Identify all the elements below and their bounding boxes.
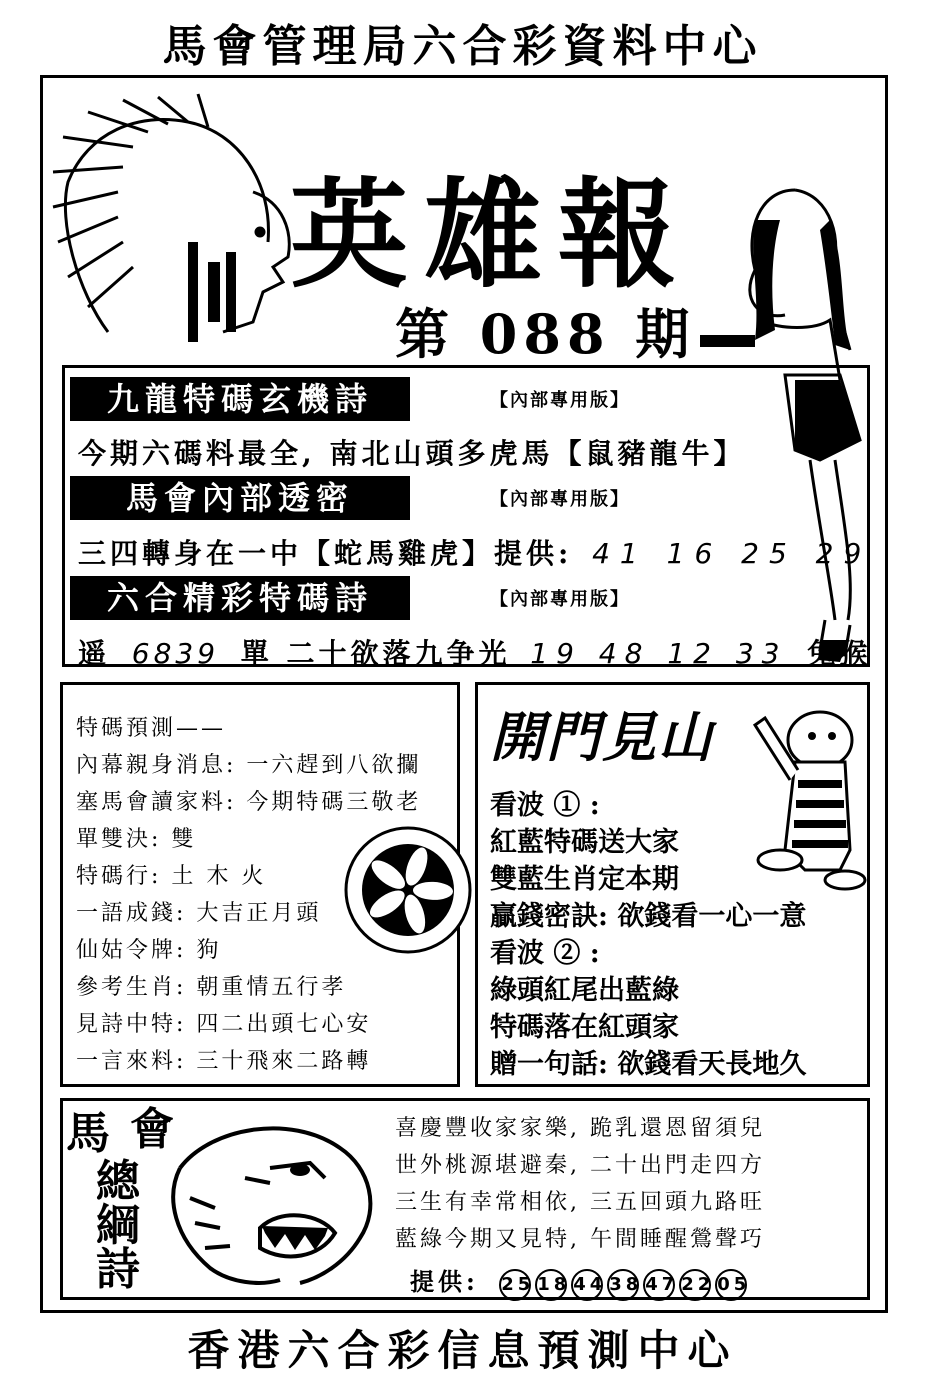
- provide-row: [410, 1262, 751, 1301]
- prediction-item: 一言來料: 三十飛來二路轉: [76, 1049, 372, 1074]
- prediction-item: 內幕親身消息: 一六趕到八欲攔: [76, 753, 422, 778]
- main-title: 英雄報: [290, 165, 693, 304]
- bauhinia-emblem: [343, 825, 473, 955]
- section-2-bar: 馬會內部透密: [70, 476, 410, 520]
- kai-men-item: 綠頭紅尾出藍綠: [490, 975, 679, 1006]
- prediction-item: 參考生肖: 朝重情五行孝: [76, 975, 347, 1000]
- number-ball: 47: [643, 1269, 675, 1301]
- prediction-item: 特碼行: 土 木 火: [76, 864, 267, 889]
- bottom-title: 香港六合彩信息預測中心: [187, 1326, 738, 1375]
- vertical-char: 綱: [96, 1200, 140, 1251]
- prediction-item: 一語成錢: 大吉正月頭: [76, 901, 322, 926]
- section-3-num-a: 6839: [131, 637, 220, 670]
- poem-line: 世外桃源堪避秦, 二十出門走四方: [395, 1153, 765, 1178]
- section-2-prefix: 三四轉身在一中【蛇馬雞虎】提供:: [78, 537, 573, 570]
- tiger-head-illustration: [150, 1108, 385, 1293]
- section-3-b: 單 二十欲落九争光: [240, 637, 511, 670]
- top-title: 馬會管理局六合彩資料中心: [162, 21, 763, 72]
- prediction-item: 仙姑令牌: 狗: [76, 938, 222, 963]
- section-1-text: 今期六碼料最全, 南北山頭多虎馬【鼠豬龍牛】: [78, 437, 746, 470]
- prediction-item: 特碼預測——: [76, 716, 227, 741]
- kai-men-item: 紅藍特碼送大家: [490, 827, 679, 858]
- vertical-title: [96, 1156, 146, 1295]
- section-3-num-b: 19 48 12 33: [530, 637, 788, 670]
- poem-line: 藍綠今期又見特, 午間睡醒鶯聲巧: [395, 1227, 765, 1252]
- general-poem: [395, 1110, 765, 1258]
- section-3-text: [78, 632, 871, 672]
- chief-illustration: [48, 92, 298, 354]
- section-3-tag: 【內部專用版】: [490, 589, 630, 610]
- provide-label: 提供:: [410, 1267, 479, 1296]
- side-char-b: 會: [130, 1104, 174, 1155]
- number-ball: 44: [571, 1269, 603, 1301]
- prediction-item: 見詩中特: 四二出頭七心安: [76, 1012, 372, 1037]
- poem-line: 三生有幸常相依, 三五回頭九路旺: [395, 1190, 765, 1215]
- section-2-numbers: 41 16 25 29: [592, 537, 872, 570]
- number-ball: 25: [499, 1269, 531, 1301]
- section-3-a: 遥: [78, 637, 111, 670]
- issue-number: 第 088 期: [395, 302, 696, 366]
- prediction-item: 單雙決: 雙: [76, 827, 197, 852]
- number-ball: 18: [535, 1269, 567, 1301]
- section-3-c: 兔猴: [807, 637, 872, 670]
- section-2-tag: 【內部專用版】: [490, 489, 630, 510]
- number-ball: 38: [607, 1269, 639, 1301]
- side-char-a: 馬: [66, 1108, 110, 1159]
- vertical-char: 詩: [96, 1244, 140, 1295]
- number-ball: 22: [679, 1269, 711, 1301]
- kai-men-jian-shan-title: 開門見山: [490, 705, 714, 769]
- vertical-char: 總: [96, 1156, 140, 1207]
- prediction-item: 塞馬會讀家料: 今期特碼三敬老: [76, 790, 422, 815]
- section-2-text: [78, 532, 871, 572]
- kai-men-item: 贏錢密訣: 欲錢看一心一意: [490, 901, 807, 932]
- section-3-bar: 六合精彩特碼詩: [70, 576, 410, 620]
- section-1-tag: 【內部專用版】: [490, 390, 630, 411]
- kai-men-list: [490, 787, 806, 1083]
- kai-men-item: 特碼落在紅頭家: [490, 1012, 679, 1043]
- number-ball: 05: [715, 1269, 747, 1301]
- ball-list: [499, 1267, 751, 1296]
- kai-men-item: 看波 ② :: [490, 938, 600, 969]
- section-1-bar: 九龍特碼玄機詩: [70, 377, 410, 421]
- kai-men-item: 贈一句話: 欲錢看天長地久: [490, 1049, 807, 1080]
- kai-men-item: 雙藍生肖定本期: [490, 864, 679, 895]
- poem-line: 喜慶豐收家家樂, 跪乳還恩留須兒: [395, 1116, 765, 1141]
- kai-men-item: 看波 ① :: [490, 790, 600, 821]
